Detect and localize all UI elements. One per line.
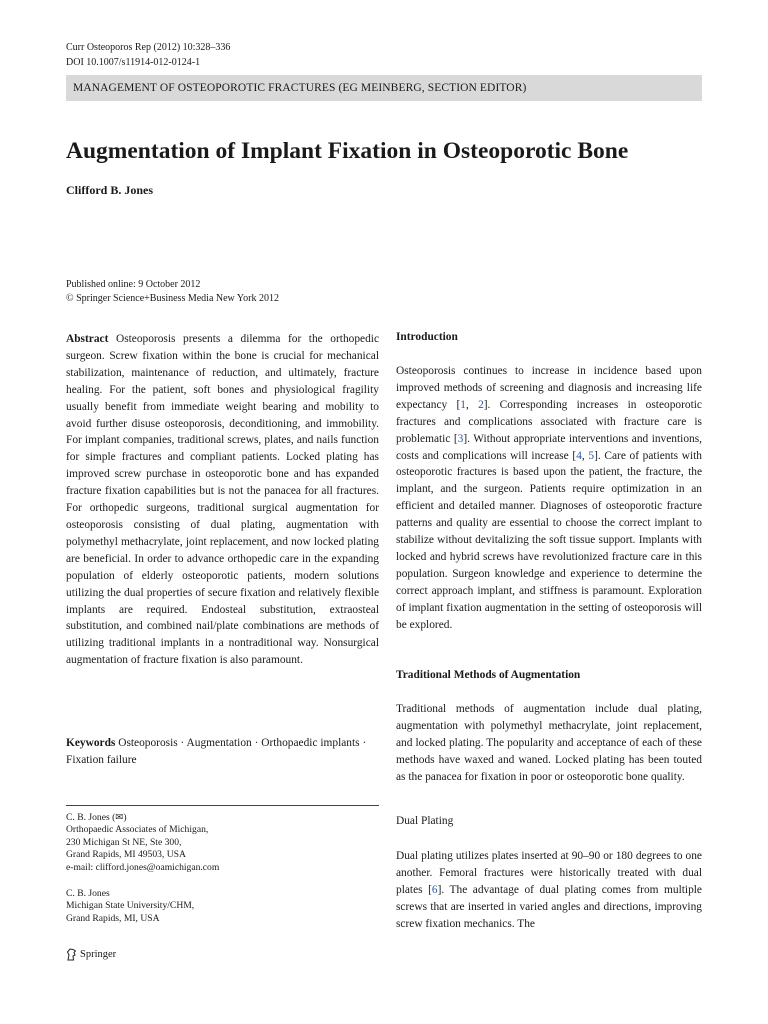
affiliation-line: C. B. Jones (✉) <box>66 812 127 823</box>
text-run: Osteoporosis continues to increase in incidence based upon improved methods of screening and diagnosis and increasing life expectancy [ <box>396 365 702 411</box>
affiliation-line: Michigan State University/CHM, <box>66 900 195 912</box>
affiliation-line: Grand Rapids, MI, USA <box>66 912 160 924</box>
introduction-heading: Introduction <box>396 331 458 343</box>
citation-link[interactable]: 5 <box>588 449 595 462</box>
citation-link[interactable]: 2 <box>478 398 484 411</box>
traditional-methods-body <box>396 701 702 786</box>
published-date: Published online: 9 October 2012 <box>66 279 201 290</box>
springer-logo <box>66 948 116 961</box>
abstract-label: Abstract <box>66 333 109 345</box>
citation-link[interactable]: 3 <box>457 432 464 445</box>
affiliation-line: 230 Michigan St NE, Ste 300, <box>66 836 182 848</box>
abstract <box>66 331 379 669</box>
affiliation-line: Orthopaedic Associates of Michigan, <box>66 824 209 836</box>
dual-plating-body <box>396 848 702 933</box>
footnote-divider <box>66 805 379 806</box>
affiliation-line: Grand Rapids, MI 49503, USA <box>66 849 186 861</box>
section-banner: MANAGEMENT OF OSTEOPOROTIC FRACTURES (EG MEINBERG, SECTION EDITOR) <box>66 75 702 101</box>
article-title: Augmentation of Implant Fixation in Osteoporotic Bone <box>66 138 629 164</box>
copyright-line <box>66 292 279 306</box>
citation-link[interactable]: 1 <box>460 398 466 411</box>
affiliation-2 <box>66 888 379 925</box>
text-run: Dual plating utilizes plates inserted at 90–90 or 180 degrees to one another. Femoral fractures were historically treated with dual plates [ <box>396 850 702 896</box>
affiliation-line: C. B. Jones <box>66 888 110 899</box>
introduction-body <box>396 363 702 634</box>
text-run: , <box>465 398 479 411</box>
copyright-icon: © <box>66 293 77 304</box>
journal-citation: Curr Osteoporos Rep (2012) 10:328–336 <box>66 42 231 53</box>
copyright-text: Springer Science+Business Media New York 2012 <box>76 293 279 304</box>
text-run: ]. Care of patients with osteoporotic fractures is based upon the patient, the fracture, the implant, and the surgeon. Patients require optimization in an efficient and detailed manner. Diagnoses of osteoporotic fracture patterns and quality are essential to choose the correct implant to stabilize without devitalizing the soft tissue support. Implants with locked and hybrid screws have revolutionized fracture care in this population. Surgeon knowledge and experience to determine the correct approach implant, and stiffness is paramount. Exploration of implant fixation augmentation in the setting of osteoporosis will be explored. <box>396 449 702 631</box>
citation-link[interactable]: 6 <box>431 883 438 896</box>
traditional-methods-heading: Traditional Methods of Augmentation <box>396 669 581 681</box>
journal-doi: DOI 10.1007/s11914-012-0124-1 <box>66 57 201 68</box>
author-name: Clifford B. Jones <box>66 183 153 197</box>
traditional-methods-text: Traditional methods of augmentation include dual plating, augmentation with polymethyl methacrylate, joint replacement, and locked plating. The popularity and acceptance of each of these methods have waxed and waned. Locked plating has been touted as the panacea for fixation in poor or osteoporotic bone quality. <box>396 703 702 783</box>
text-run: ]. Corresponding increases in osteoporotic fractures and complications associated with fracture care is problematic [ <box>396 398 702 445</box>
abstract-text: Osteoporosis presents a dilemma for the orthopedic surgeon. Screw fixation within the bone is crucial for mechanical stabilization, maintenance of reduction, and ultimately, fracture healing. For the patient, soft bones and physiological fragility usually benefit from immediate weight bearing and mobility to avoid further disuse osteoporosis, deconditioning, and immobility. For implant companies, traditional screws, plates, and nails function for simple fractures and compliant patients. Locked plating has improved screw purchase in osteoporotic bone and has expanded fracture fixation capabilities but is not the panacea for all fractures. For orthopedic surgeons, traditional surgical augmentation for osteoporosis consisting of dual plating, augmentation with polymethyl methacrylate, joint replacement, and now locked plating are beneficial. In order to advance orthopedic care in the expanding population of elderly osteoporotic patients, modern solutions utilizing the dual properties of secure fixation and relatively flexible implants are required. Endosteal substitution, extraosteal substitution, and combined nail/plate combinations are methods of utilizing traditional implants in a nontraditional way. Nonsurgical augmentation of fracture fixation is also paramount. <box>66 333 379 667</box>
text-run: ]. The advantage of dual plating comes from multiple screws that are inserted in varied angles and directions, improving screw fixation mechanics. The <box>396 883 702 930</box>
springer-horse-icon <box>66 948 77 961</box>
springer-wordmark: Springer <box>80 949 117 960</box>
dual-plating-heading: Dual Plating <box>396 815 454 827</box>
citation-link[interactable]: 4 <box>576 449 582 462</box>
affiliation-1 <box>66 812 379 874</box>
text-run: , <box>581 449 589 462</box>
keywords <box>66 735 379 769</box>
keywords-label: Keywords <box>66 737 116 749</box>
affiliation-email: e-mail: clifford.jones@oamichigan.com <box>66 861 220 873</box>
text-run: ]. Without appropriate interventions and inventions, costs and complications will increase [ <box>396 432 703 462</box>
keywords-text: Osteoporosis · Augmentation · Orthopaedic implants · Fixation failure <box>66 737 367 766</box>
